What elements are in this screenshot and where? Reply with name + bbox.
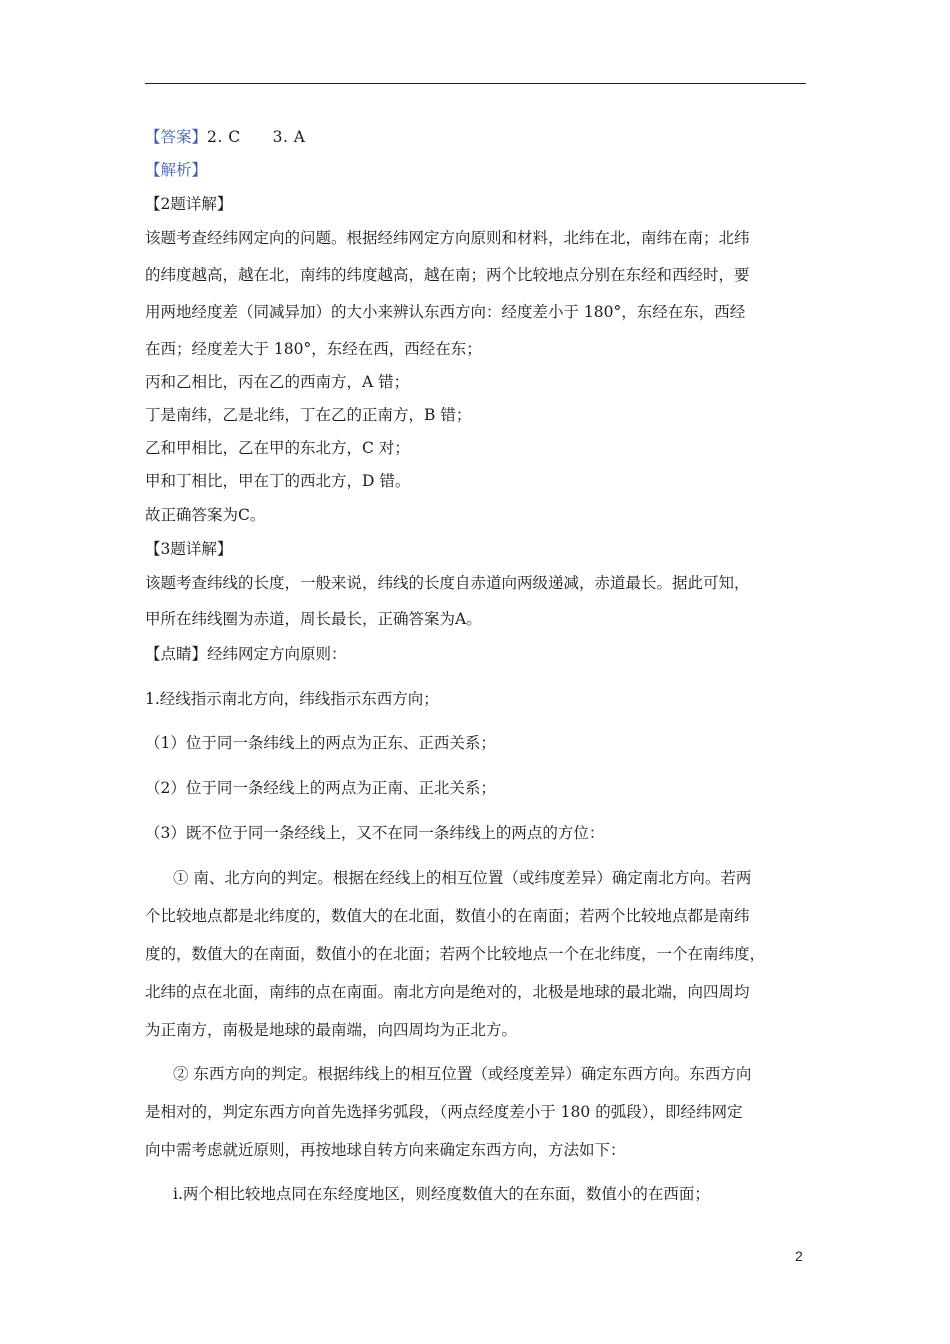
analysis-label: 【解析】: [145, 161, 208, 179]
rule-item: （1）位于同一条纬线上的两点为正东、正西关系；: [145, 734, 496, 752]
answer-value: 2. C 3. A: [207, 128, 306, 146]
para1-line: 为正南方，南极是地球的最南端，向四周均为正北方。: [145, 1021, 518, 1039]
q2-line: 丙和乙相比，丙在乙的西南方，A 错；: [145, 373, 410, 391]
q2-line: 在西；经度差大于 180°，东经在西，西经在东；: [145, 340, 482, 358]
para2-line: 是相对的，判定东西方向首先选择劣弧段，（两点经度差小于 180 的弧段），即经纬网定: [145, 1103, 743, 1121]
rule-item: 1.经线指示南北方向，纬线指示东西方向；: [145, 690, 439, 708]
rule-item: （2）位于同一条经线上的两点为正南、正北关系；: [145, 779, 496, 797]
item-i: ⅰ.两个相比较地点同在东经度地区，则经度数值大的在东面，数值小的在西面；: [173, 1185, 710, 1203]
q2-line: 的纬度越高，越在北，南纬的纬度越高，越在南；两个比较地点分别在东经和西经时，要: [145, 266, 750, 284]
para1-line: ① 南、北方向的判定。根据在经线上的相互位置（或纬度差异）确定南北方向。若两: [173, 869, 752, 887]
tip-heading: 【点睛】经纬网定方向原则：: [145, 645, 347, 663]
q3-line: 甲所在纬线圈为赤道，周长最长，正确答案为A。: [145, 610, 482, 628]
para1-line: 个比较地点都是北纬度的，数值大的在北面，数值小的在南面；若两个比较地点都是南纬: [145, 907, 750, 925]
q2-line: 用两地经度差（同减异加）的大小来辨认东西方向：经度差小于 180°，东经在东，西经: [145, 303, 746, 321]
para2-line: 向中需考虑就近原则，再按地球自转方向来确定东西方向，方法如下：: [145, 1141, 626, 1159]
header-rule: [145, 83, 806, 84]
answer-label: 【答案】: [145, 128, 208, 146]
para2-line: ② 东西方向的判定。根据纬线上的相互位置（或经度差异）确定东西方向。东西方向: [173, 1065, 752, 1083]
q2-heading: 【2题详解】: [145, 195, 233, 213]
page-number: 2: [795, 1248, 803, 1264]
q2-line: 乙和甲相比，乙在甲的东北方，C 对；: [145, 439, 410, 457]
q2-line: 丁是南纬，乙是北纬，丁在乙的正南方，B 错；: [145, 406, 472, 424]
answer-line: [145, 127, 810, 147]
q2-line: 甲和丁相比，甲在丁的西北方，D 错。: [145, 472, 411, 490]
para1-line: 北纬的点在北面，南纬的点在南面。南北方向是绝对的，北极是地球的最北端，向四周均: [145, 983, 750, 1001]
q2-line: 该题考查经纬网定向的问题。根据经纬网定方向原则和材料，北纬在北，南纬在南；北纬: [145, 229, 750, 247]
q3-heading: 【3题详解】: [145, 540, 233, 558]
q2-line: 故正确答案为C。: [145, 506, 266, 524]
para1-line: 度的，数值大的在南面，数值小的在北面；若两个比较地点一个在北纬度，一个在南纬度，: [145, 945, 766, 963]
rule-item: （3）既不位于同一条经线上，又不在同一条纬线上的两点的方位：: [145, 824, 605, 842]
q3-line: 该题考查纬线的长度，一般来说，纬线的长度自赤道向两级递减，赤道最长。据此可知，: [145, 574, 750, 592]
